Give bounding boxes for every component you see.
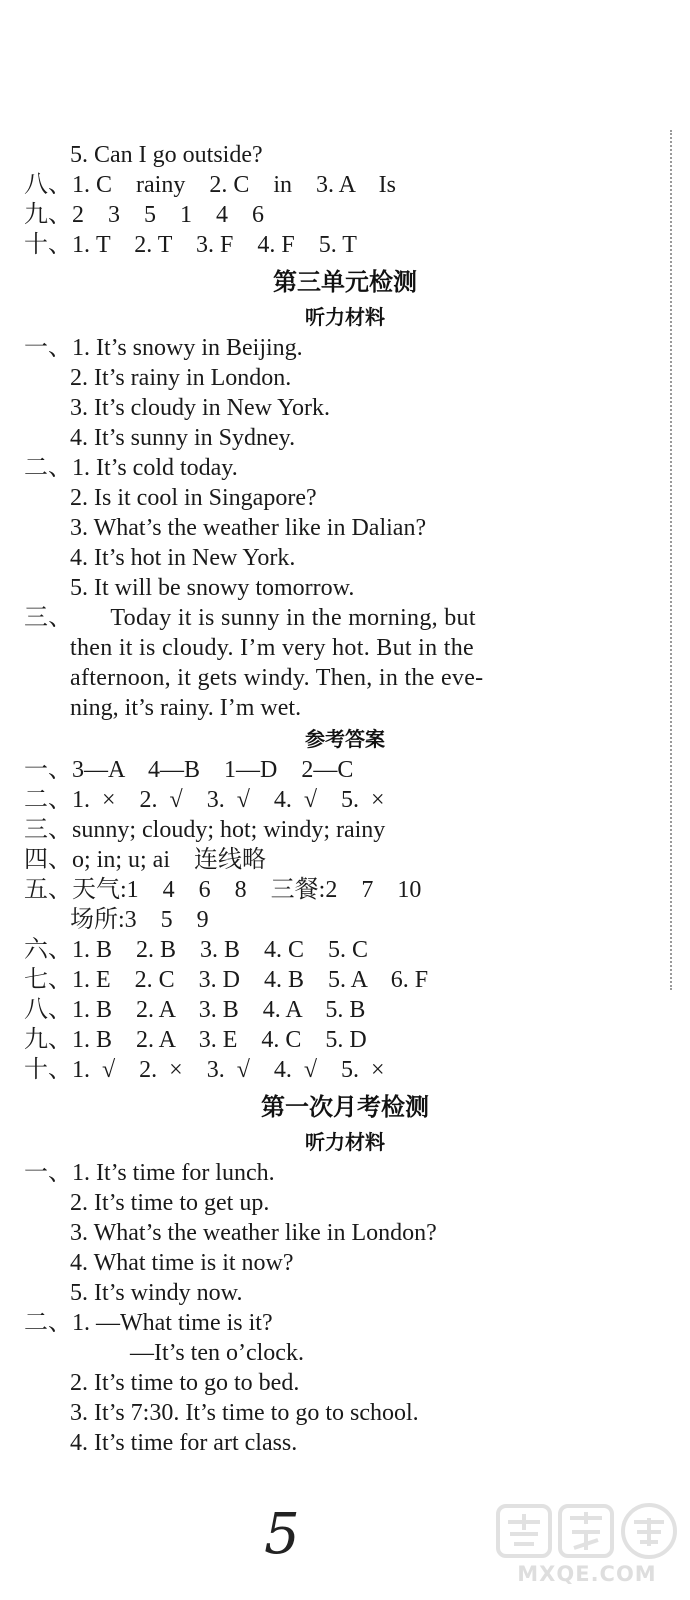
page-number: 5: [264, 1502, 300, 1567]
text-line: 2. It’s time to go to bed.: [70, 1370, 300, 1396]
answers-heading: 参考答案: [305, 727, 385, 751]
text-line: —It’s ten o’clock.: [130, 1340, 304, 1366]
text-line: 5. It will be snowy tomorrow.: [70, 575, 355, 601]
text-line: afternoon, it gets windy. Then, in the eve-: [70, 665, 484, 691]
text-line: 5. Can I go outside?: [70, 142, 263, 168]
answer-line: 九、1. B 2. A 3. E 4. C 5. D: [24, 1027, 367, 1053]
answer-line: 二、1. × 2. √ 3. √ 4. √ 5. ×: [24, 787, 385, 813]
answer-line: 五、天气:1 4 6 8 三餐:2 7 10: [24, 877, 422, 903]
text-line: then it is cloudy. I’m very hot. But in the: [70, 635, 474, 661]
text-line: 2. It’s rainy in London.: [70, 365, 292, 391]
text-line: 二、1. It’s cold today.: [24, 455, 238, 481]
watermark-logo: [492, 1500, 682, 1592]
text-line: 5. It’s windy now.: [70, 1280, 243, 1306]
text-line: 3. It’s 7:30. It’s time to go to school.: [70, 1400, 419, 1426]
binding-dotted-line: [670, 130, 672, 990]
answer-line: 八、1. B 2. A 3. B 4. A 5. B: [24, 997, 366, 1023]
text-line: 十、1. T 2. T 3. F 4. F 5. T: [24, 232, 357, 258]
watermark-logo-icon: [492, 1500, 682, 1562]
answer-line: 十、1. √ 2. × 3. √ 4. √ 5. ×: [24, 1057, 385, 1083]
text-line: 一、1. It’s snowy in Beijing.: [24, 335, 303, 361]
text-line: 4. It’s hot in New York.: [70, 545, 296, 571]
text-line: 4. It’s sunny in Sydney.: [70, 425, 296, 451]
answer-line: 四、o; in; u; ai 连线略: [24, 847, 266, 873]
listening-heading: 听力材料: [305, 1130, 385, 1154]
section-title: 第一次月考检测: [261, 1093, 429, 1121]
text-line: ning, it’s rainy. I’m wet.: [70, 695, 302, 721]
answer-line: 场所:3 5 9: [70, 907, 209, 933]
text-line: 4. It’s time for art class.: [70, 1430, 298, 1456]
answer-line: 一、3—A 4—B 1—D 2—C: [24, 757, 354, 783]
text-line: 3. What’s the weather like in London?: [70, 1220, 437, 1246]
text-line: 3. It’s cloudy in New York.: [70, 395, 331, 421]
answer-line: 七、1. E 2. C 3. D 4. B 5. A 6. F: [24, 967, 429, 993]
listening-heading: 听力材料: [305, 305, 385, 329]
section-title: 第三单元检测: [273, 268, 417, 296]
watermark-text: MXQE.COM: [517, 1562, 657, 1586]
text-line: 3. What’s the weather like in Dalian?: [70, 515, 427, 541]
text-line: 二、1. —What time is it?: [24, 1310, 273, 1336]
answer-line: 六、1. B 2. B 3. B 4. C 5. C: [24, 937, 369, 963]
answer-line: 三、sunny; cloudy; hot; windy; rainy: [24, 817, 386, 843]
text-line: 一、1. It’s time for lunch.: [24, 1160, 275, 1186]
text-line: 三、 Today it is sunny in the morning, but: [24, 605, 476, 631]
text-line: 4. What time is it now?: [70, 1250, 294, 1276]
text-line: 八、1. C rainy 2. C in 3. A Is: [24, 172, 397, 198]
text-line: 2. Is it cool in Singapore?: [70, 485, 317, 511]
text-line: 九、2 3 5 1 4 6: [24, 202, 264, 228]
text-line: 2. It’s time to get up.: [70, 1190, 270, 1216]
